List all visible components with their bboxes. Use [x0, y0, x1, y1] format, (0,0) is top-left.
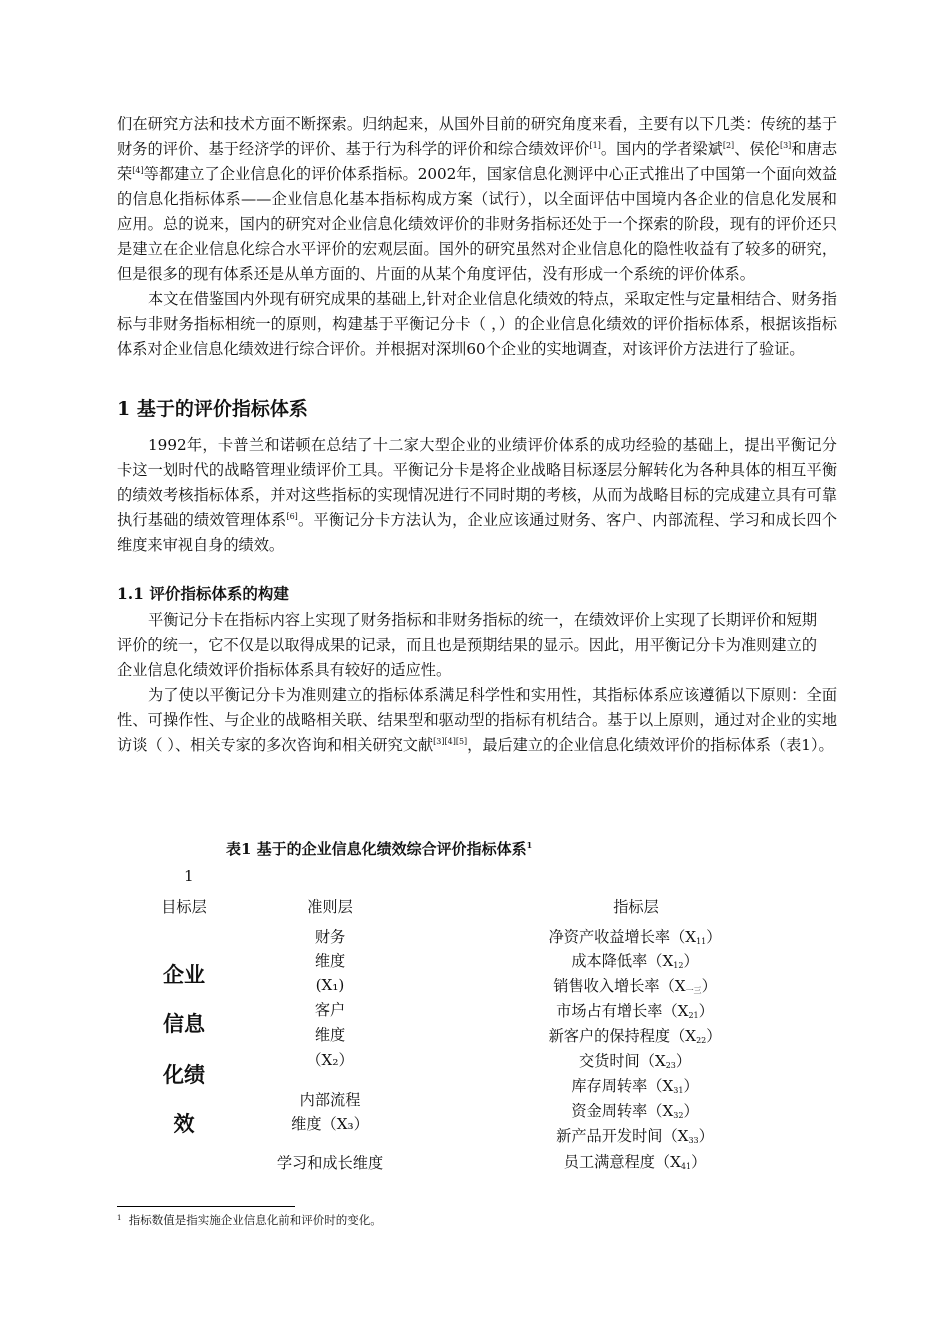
criteria-learning: 学习和成长维度	[276, 1154, 384, 1172]
footnote: $^1$ 指标数值是指实施企业信息化前和评价时的变化。	[117, 1213, 382, 1227]
criteria-finance: 维度	[314, 952, 346, 970]
section-1-paragraph: 1992年，卡普兰和诺顿在总结了十二家大型企业的业绩评价体系的成功经验的基础上，提出平衡记分卡这一划时代的战略管理业绩评价工具。平衡记分卡是将企业战略目标逐层分解转化为各种具体的相互平衡的绩效考核指标体系，并对这些指标的实现情况进行不同时期的考核，从而为战略目标的完成建立具有可靠执行基础的绩效管理体系[6]。平衡记分卡方法认为，企业应该通过财务、客户、内部流程、学习和成长四个维度来审视自身的绩效。	[117, 436, 838, 554]
criteria-process: 维度（X₃）	[291, 1115, 369, 1133]
indicator-item: 新产品开发时间$(X_{33})$	[556, 1127, 714, 1145]
criteria-customer: 客户	[314, 1001, 346, 1019]
section-1-1-paragraph-1: 平衡记分卡在指标内容上实现了财务指标和非财务指标的统一，在绩效评价上实现了长期评价和短期评价的统一，它不仅是以取得成果的记录，而且也是预期结果的显示。因此，用平衡记分卡为准则建立的企业信息化绩效评价指标体系具有较好的适应性。	[117, 611, 817, 679]
indicator-item: 新客户的保持程度$(X_{22})$	[548, 1027, 722, 1045]
citation[interactable]: [2]	[722, 141, 735, 150]
criteria-customer: （X₂）	[306, 1051, 354, 1069]
indicator-item: 净资产收益增长率$(X_{11})$	[548, 928, 722, 946]
goal-text: 化绩	[163, 1062, 205, 1087]
citation[interactable]: [3][4][5]	[433, 737, 468, 746]
indicator-item: 资金周转率$(X_{32})$	[571, 1102, 699, 1120]
citation[interactable]: [1]	[589, 141, 601, 150]
criteria-customer: 维度	[314, 1026, 346, 1044]
header-criteria-layer: 准则层	[307, 898, 353, 916]
indicator-item: 销售收入增长率$(X_{一三})$	[553, 977, 717, 995]
citation[interactable]: [6]	[286, 512, 298, 521]
page-body	[117, 112, 837, 758]
footnote-separator	[117, 1206, 295, 1207]
citation[interactable]: [3]	[779, 141, 792, 150]
header-goal-layer: 目标层	[161, 898, 207, 916]
intro-paragraph-1: 们在研究方法和技术方面不断探索。归纳起来，从国外目前的研究角度来看，主要有以下几类：传统的基于财务的评价、基于经济学的评价、基于行为科学的评价和综合绩效评价[1]。国内的学者梁斌[2]、侯伦[3]和唐志荣[4]等都建立了企业信息化的评价体系指标。2002年，国家信息化测评中心正式推出了中国第一个面向效益的信息化指标体系——企业信息化基本指标构成方案（试行），以全面评估中国境内各企业的信息化发展和应用。总的说来，国内的研究对企业信息化绩效评价的非财务指标还处于一个探索的阶段，现有的评价还只是建立在企业信息化综合水平评价的宏观层面。国外的研究虽然对企业信息化的隐性收益有了较多的研究，但是很多的现有体系还是从单方面的、片面的从某个角度评估，没有形成一个系统的评价体系。	[117, 115, 838, 283]
criteria-process: 内部流程	[299, 1091, 361, 1109]
indicator-item: 交货时间$(X_{23})$	[578, 1052, 692, 1070]
intro-paragraph-2: 本文在借鉴国内外现有研究成果的基础上,针对企业信息化绩效的特点，采取定性与定量相结合、财务指标与非财务指标相统一的原则，构建基于平衡记分卡（ ，）的企业信息化绩效的评价指标体系，根据该指标体系对企业信息化绩效进行综合评价。并根据对深圳60个企业的实地调查，对该评价方法进行了验证。	[117, 290, 837, 358]
table-stray-number: 1	[184, 867, 194, 885]
criteria-finance: 财务	[314, 928, 346, 946]
section-1-heading: 1 基于的评价指标体系	[117, 398, 308, 420]
indicator-item: 成本降低率$(X_{12})$	[571, 952, 699, 970]
header-indicator-layer: 指标层	[613, 898, 659, 916]
indicator-item: 市场占有增长率$(X_{21})$	[556, 1002, 714, 1020]
citation[interactable]: [4]	[132, 166, 144, 175]
table-caption: 表1 基于的企业信息化绩效综合评价指标体系$^1$	[226, 840, 533, 858]
indicator-item: 库存周转率$(X_{31})$	[571, 1077, 699, 1095]
section-1-1-paragraph-2: 为了使以平衡记分卡为准则建立的指标体系满足科学性和实用性，其指标体系应该遵循以下原则：全面性、可操作性、与企业的战略相关联、结果型和驱动型的指标有机结合。基于以上原则，通过对企业的实地访谈（ ）、相关专家的多次咨询和相关研究文献[3][4][5]，最后建立的企业信息化绩效评价的指标体系（表1）。	[117, 686, 837, 754]
goal-text: 信息	[163, 1011, 205, 1036]
section-1-1-heading: 1.1 评价指标体系的构建	[117, 584, 289, 603]
goal-text: 企业	[163, 962, 205, 987]
indicator-item: 员工满意程度$(X_{41})$	[563, 1153, 707, 1171]
criteria-finance: (X₁)	[315, 976, 345, 994]
goal-text: 效	[173, 1111, 195, 1136]
